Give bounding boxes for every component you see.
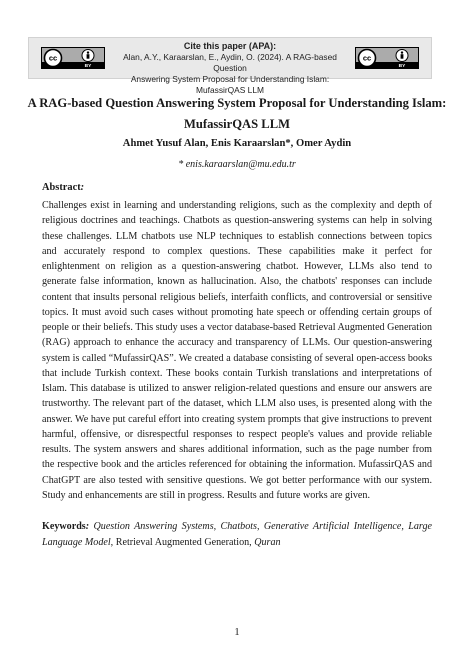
cc-by-license-badge[interactable] — [41, 47, 105, 69]
abstract-heading — [42, 182, 84, 193]
keywords-label: Keywords — [42, 521, 86, 532]
abstract-heading-text: Abstract — [42, 182, 81, 193]
paper-title-line-1: A RAG-based Question Answering System Proposal for Understanding Islam: — [27, 96, 447, 110]
citation-heading: Cite this paper (APA): — [183, 41, 277, 51]
cc-by-icon — [42, 48, 104, 68]
page-number: 1 — [234, 627, 240, 638]
paper-title — [20, 93, 454, 135]
citation-line-1: Alan, A.Y., Karaarslan, E., Aydin, O. (2024). A RAG-based Question — [123, 52, 337, 73]
paper-title-line-2: MufassirQAS LLM — [183, 117, 290, 131]
keywords — [42, 519, 432, 550]
abstract-heading-colon: : — [80, 182, 85, 193]
citation-text — [115, 41, 345, 96]
corresponding-email[interactable]: * enis.karaarslan@mu.edu.tr — [178, 159, 296, 170]
svg-text:cc: cc — [48, 53, 58, 63]
author-list: Ahmet Yusuf Alan, Enis Karaarslan*, Omer Aydin — [122, 138, 352, 149]
keywords-last: Quran — [254, 536, 281, 548]
citation-line-2: Answering System Proposal for Understanding Islam: MufassirQAS LLM — [130, 74, 330, 95]
cc-by-label: BY — [84, 64, 92, 68]
cc-by-label: BY — [398, 64, 406, 68]
abstract-body: Challenges exist in learning and understanding religions, such as the complexity and depth of religious doctrines and teachings. Chatbots as question-answering systems can help in solving these challenges. LLM chatbots use NLP techniques to establish connections between topics and accurately respond to complex questions. These capabilities make it perfect for enlightenment on religion as a question-answering chatbot. However, LLMs also tend to generate false information, known as hallucination. Also, the chatbots' responses can include content that insults personal religious beliefs, interfaith conflicts, and controversial or sensitive topics. It must avoid such cases without promoting hate speech or offending certain groups of people or their beliefs. This study uses a vector database-based Retrieval Augmented Generation (RAG) approach to enhance the accuracy and transparency of LLMs. Our question-answering system is called “MufassirQAS”. We created a database consisting of several open-access books that include Turkish context. These books contain Turkish translations and interpretations of Islam. This database is utilized to answer religion-related questions and ensure our answers are trustworthy. The relevant part of the dataset, which LLM also uses, is presented along with the answer. We have put careful effort into creating system prompts that give instructions to prevent harmful, offensive, or disrespectful responses to respect people's values and provide reliable results. The system answers and shares additional information, such as the page number from the respective book and the articles referenced for obtaining the information. MufassirQAS and ChatGPT are also tested with sensitive questions. We got better performance with our system. Study and enhancements are still in progress. Results and future works are given. — [42, 200, 432, 501]
cc-by-icon — [356, 48, 418, 68]
citation-box — [28, 37, 432, 95]
svg-text:cc: cc — [362, 53, 372, 63]
cc-by-license-badge-right[interactable] — [355, 47, 419, 69]
keywords-italic: Question Answering Systems, Chatbots, Generative Artificial Intelligence, Large Language Model, — [42, 521, 432, 548]
keywords-plain: Retrieval Augmented Generation, — [113, 536, 255, 548]
keywords-colon: : — [85, 521, 90, 532]
